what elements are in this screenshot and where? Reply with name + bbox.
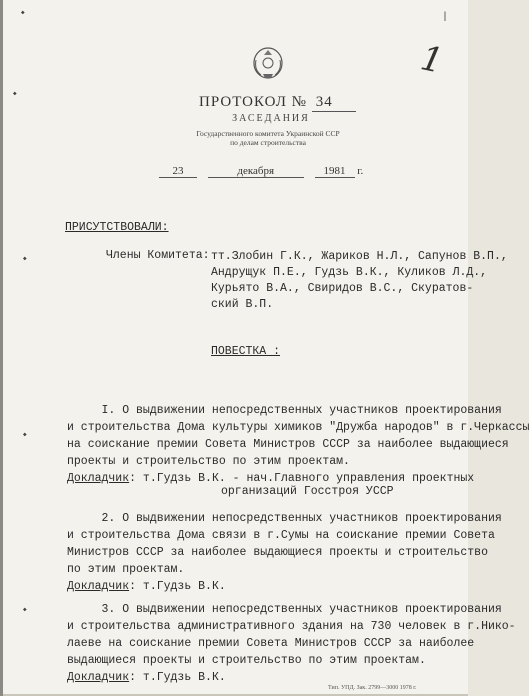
meeting-date	[159, 165, 363, 178]
agenda-item-3-reporter	[67, 671, 226, 684]
agenda-item-2: 2. О выдвижении непосредственных участников проектирования и строительства Дома связи в г.Сумы на соискание премии Совета Министров СССР за наиболее выдающиеся проекты и строительство по этим проектам.	[67, 512, 502, 576]
scan-mark: ◆	[23, 606, 27, 613]
members-list: тт.Злобин Г.К., Жариков Н.Л., Сапунов В.П., Андрущук П.Е., Гудзь В.К., Куликов Л.Д., Курьято В.А., Свиридов В.С., Скуратов- ский В.П.	[211, 250, 508, 311]
committee-line-1: Государственного комитета Украинской ССР	[196, 129, 340, 138]
date-year: 1981	[315, 165, 355, 178]
date-suffix: г.	[357, 165, 364, 177]
committee-line-2: по делам строительства	[230, 138, 306, 147]
agenda-item-1-reporter	[67, 472, 474, 485]
present-heading: ПРИСУТСТВОВАЛИ:	[65, 221, 169, 234]
handwritten-page-number: 1	[417, 38, 447, 82]
reporter-name: : т.Гудзь В.К.	[129, 671, 226, 684]
print-info: Тип. УПД. Зак. 2799—3000 1978 г.	[328, 685, 417, 691]
agenda-item-1-reporter-position: организаций Госстроя УССР	[221, 485, 394, 498]
reporter-name: : т.Гудзь В.К.	[129, 580, 226, 593]
scan-mark: ◆	[13, 90, 17, 97]
committee-name	[173, 129, 363, 147]
scan-mark: ◆	[21, 9, 25, 16]
reporter-label: Докладчик	[67, 472, 130, 485]
date-day: 23	[159, 165, 197, 178]
reporter-name: : т.Гудзь В.К. - нач.Главного управления проектных	[129, 472, 475, 485]
reporter-label: Докладчик	[67, 580, 130, 593]
state-emblem-icon	[251, 44, 285, 82]
agenda-item-3: 3. О выдвижении непосредственных участников проектирования и строительства административного здания на 730 человек в г.Нико- лаеве на соискание премии Совета Министров СССР за наиболее выдающиеся проекты и строительство по этим проектам.	[67, 603, 516, 667]
scan-mark: |	[442, 12, 449, 23]
protocol-label: ПРОТОКОЛ №	[199, 94, 307, 110]
scan-mark: ◆	[23, 431, 27, 438]
scan-mark: ◆	[23, 255, 27, 262]
agenda-heading: ПОВЕСТКА :	[211, 345, 281, 358]
protocol-number: 34	[312, 94, 356, 112]
protocol-title	[199, 94, 356, 112]
agenda-item-1: I. О выдвижении непосредственных участников проектирования и строительства Дома культуры химиков "Дружба народов" в г.Черкассы на соискание премии Совета Министров СССР за наиболее выдающиеся проекты и строительство по этим проектам.	[67, 404, 529, 468]
reporter-label: Докладчик	[67, 671, 130, 684]
meeting-subtitle: ЗАСЕДАНИЯ	[232, 113, 310, 124]
members-label: Члены Комитета:	[106, 249, 210, 262]
agenda-item-2-reporter	[67, 580, 226, 593]
date-month: декабря	[208, 165, 304, 178]
